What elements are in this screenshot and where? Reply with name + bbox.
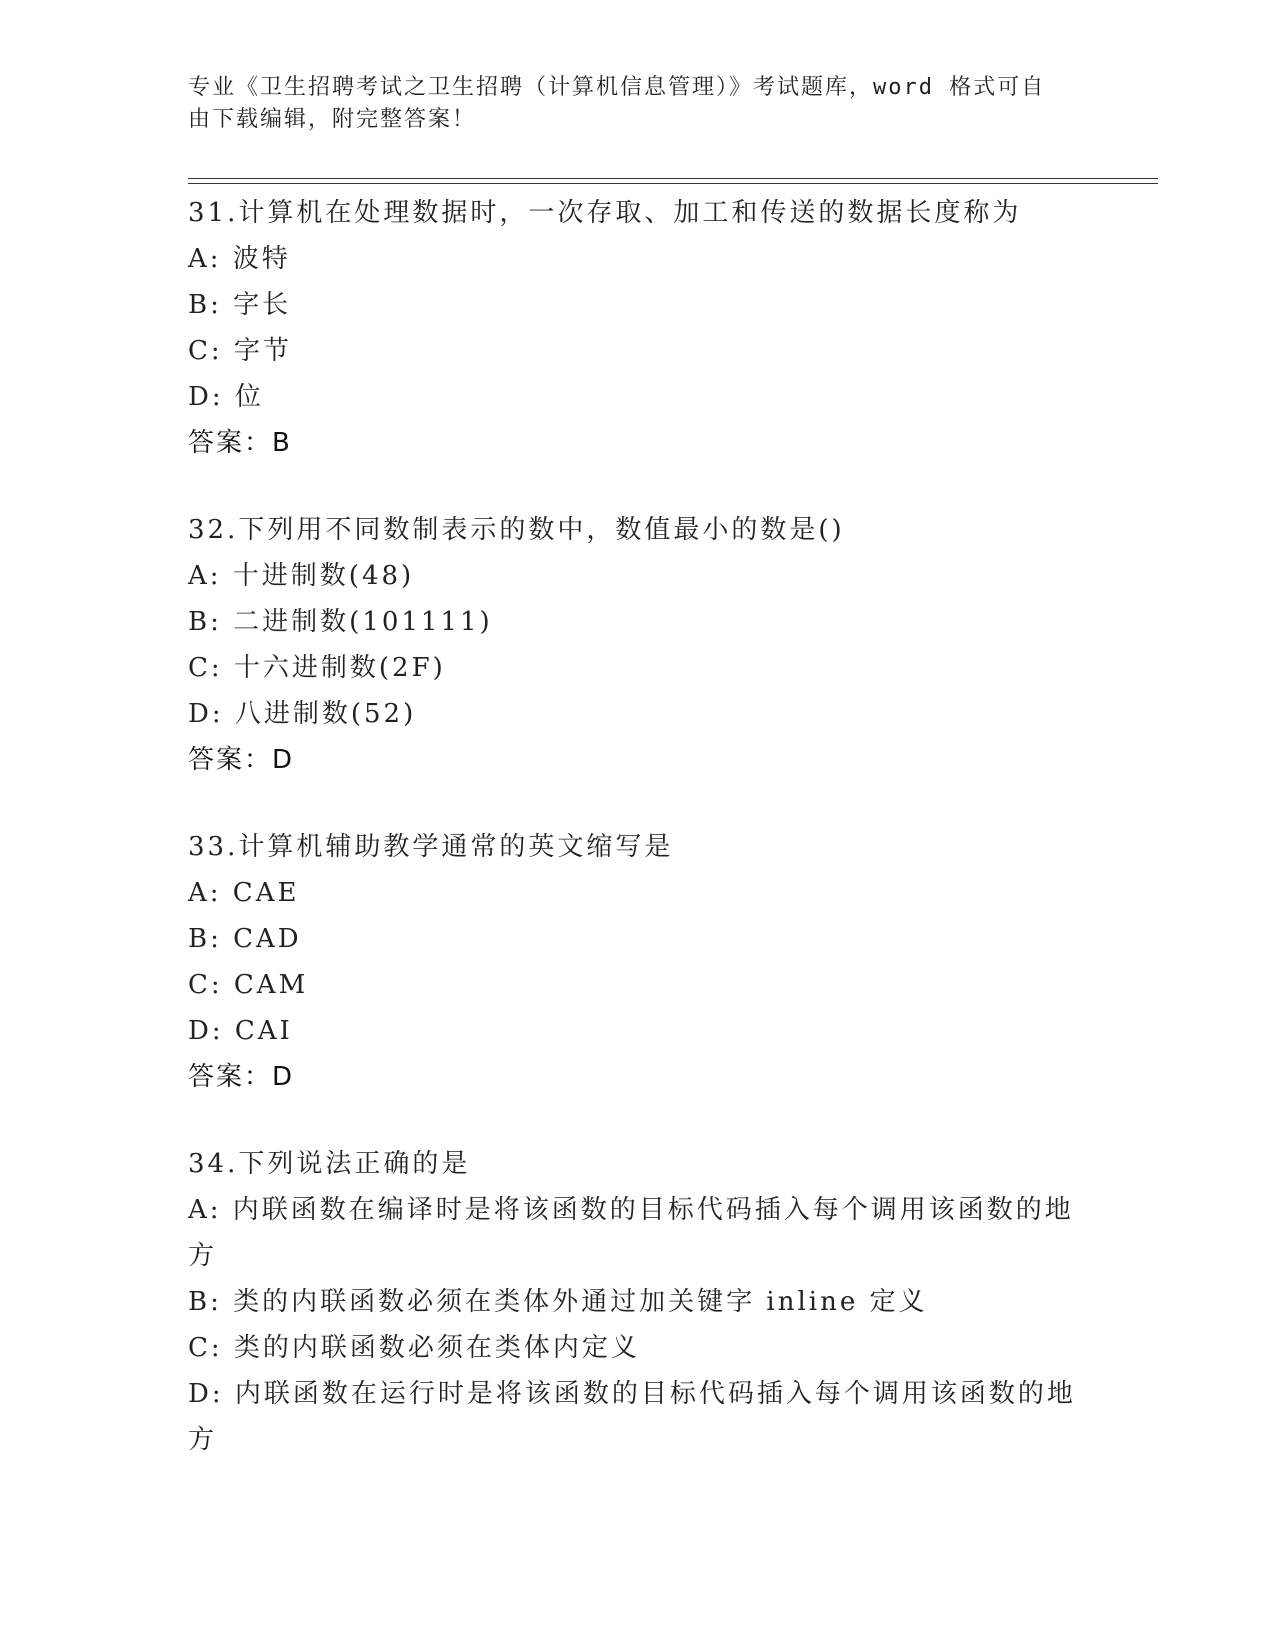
question-31 <box>188 190 1088 466</box>
option-c: C: 十六进制数(2F) <box>188 653 446 683</box>
answer-label: 答案：D <box>188 745 295 775</box>
option-d: D: 位 <box>188 382 264 412</box>
answer-label: 答案：B <box>188 428 292 458</box>
question-stem: 32.下列用不同数制表示的数中，数值最小的数是() <box>188 515 845 545</box>
option-a: A: 波特 <box>188 244 291 274</box>
question-stem: 31.计算机在处理数据时，一次存取、加工和传送的数据长度称为 <box>188 198 1022 228</box>
question-33 <box>188 824 1088 1100</box>
option-d: D: 八进制数(52) <box>188 699 417 729</box>
option-b: B: 类的内联函数必须在类体外通过加关键字 inline 定义 <box>188 1287 928 1317</box>
question-stem: 34.下列说法正确的是 <box>188 1149 471 1179</box>
document-intro: 专业《卫生招聘考试之卫生招聘（计算机信息管理）》考试题库，word 格式可自由下载编辑，附完整答案！ <box>188 75 1046 132</box>
option-c: C: CAM <box>188 970 309 1000</box>
option-b: B: 字长 <box>188 290 292 320</box>
option-a: A: 十进制数(48) <box>188 561 415 591</box>
option-a: A: 内联函数在编译时是将该函数的目标代码插入每个调用该函数的地方 <box>188 1195 1074 1271</box>
header-divider-bottom <box>188 183 1158 184</box>
option-b: B: CAD <box>188 924 302 954</box>
question-list <box>188 190 1088 1504</box>
option-c: C: 字节 <box>188 336 292 366</box>
question-34 <box>188 1141 1088 1463</box>
option-d: D: 内联函数在运行时是将该函数的目标代码插入每个调用该函数的地方 <box>188 1379 1076 1455</box>
option-c: C: 类的内联函数必须在类体内定义 <box>188 1333 640 1363</box>
option-b: B: 二进制数(101111) <box>188 607 493 637</box>
question-32 <box>188 507 1088 783</box>
question-stem: 33.计算机辅助教学通常的英文缩写是 <box>188 832 674 862</box>
header-divider-top <box>188 178 1158 179</box>
option-d: D: CAI <box>188 1016 293 1046</box>
option-a: A: CAE <box>188 878 300 908</box>
answer-label: 答案：D <box>188 1062 295 1092</box>
